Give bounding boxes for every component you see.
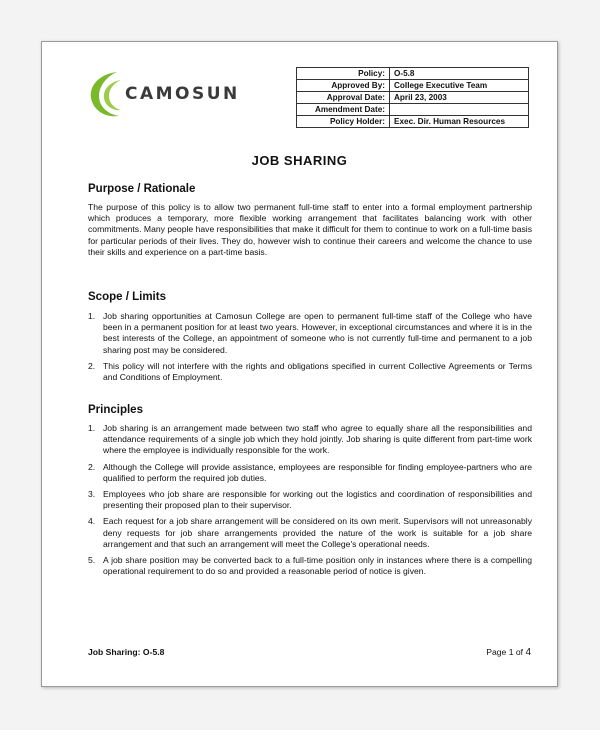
amendment-date-row: [297, 104, 529, 116]
principle-item-number: 2.: [88, 461, 96, 472]
approval-date-label: Approval Date:: [297, 92, 390, 104]
principle-item-number: 4.: [88, 516, 96, 527]
logo-wordmark: CAMOSUN: [125, 84, 240, 104]
policy-row: [297, 68, 529, 80]
footer-policy-ref: Job Sharing: O-5.8: [88, 647, 165, 657]
principle-item-number: 3.: [88, 489, 96, 500]
scope-item-text: Job sharing opportunities at Camosun College are open to permanent full-time staff of the College who have been in a permanent position for at least two years. However, in exceptional circumstances and where it is in the best interests of the College, an appointment of someone who is not currently full-time and permanent to a job sharing post may be considered.: [103, 311, 532, 355]
policy-holder-value: Exec. Dir. Human Resources: [390, 116, 529, 128]
footer-page-number: [486, 647, 531, 658]
approved-by-label: Approved By:: [297, 80, 390, 92]
principle-item: [88, 462, 532, 484]
policy-holder-label: Policy Holder:: [297, 116, 390, 128]
principle-item: [88, 516, 532, 550]
principle-item: [88, 489, 532, 511]
policy-holder-row: [297, 116, 529, 128]
document-page: [41, 41, 558, 687]
approved-by-value: College Executive Team: [390, 80, 529, 92]
scope-list: [88, 311, 532, 388]
principle-item-number: 1.: [88, 423, 96, 433]
principles-list: [88, 423, 532, 582]
principle-item-text: Employees who job share are responsible for working out the logistics and coordination of responsibilities and presenting their proposed plan to their supervisor.: [103, 489, 532, 511]
principle-item: [88, 423, 532, 457]
page-total: 4: [525, 647, 531, 658]
principle-item-number: 5.: [88, 555, 96, 566]
scope-heading: Scope / Limits: [88, 291, 166, 303]
camosun-swoosh-icon: [87, 68, 127, 120]
scope-item-number: 2.: [88, 360, 96, 371]
approved-by-row: [297, 80, 529, 92]
policy-value: O-5.8: [390, 68, 529, 80]
policy-info-table: [296, 67, 529, 128]
principle-item: [88, 555, 532, 577]
scope-item-text: This policy will not interfere with the rights and obligations specified in current Collective Agreements or Terms and Conditions of Employment.: [103, 360, 532, 383]
camosun-logo: [87, 68, 257, 120]
purpose-text: The purpose of this policy is to allow two permanent full-time staff to enter into a formal employment partnership which produces a temporary, more flexible working arrangement that facilitates balancing work with other commitments. Many people have responsibilities that make it difficult for them to continue to work on a full-time basis for particular periods of their lives. They do, however wish to continue their careers and welcome the chance to use their skills and experience on a part-time basis.: [88, 202, 532, 257]
principle-item-text: A job share position may be converted back to a full-time position only in instances where there is a compelling operational requirement to do so and provided a reasonable period of notice is given.: [103, 555, 532, 577]
principle-item-text: Job sharing is an arrangement made between two staff who agree to equally share all the responsibilities and attendance requirements of a single job which they hold jointly. Job sharing is quite different from part-time work where the employee is individually responsible for the work.: [103, 423, 532, 456]
principle-item-text: Each request for a job share arrangement will be considered on its own merit. Supervisors will not unreasonably deny requests for job share arrangements provided the nature of the work is suitable for a job share arrangement and that such an arrangement will meet the College's operational needs.: [103, 516, 532, 549]
amendment-date-label: Amendment Date:: [297, 104, 390, 116]
purpose-heading: Purpose / Rationale: [88, 183, 196, 195]
scope-item: [88, 311, 532, 356]
scope-item: [88, 361, 532, 383]
document-title: JOB SHARING: [251, 153, 348, 168]
amendment-date-value: [390, 104, 529, 116]
approval-date-value: April 23, 2003: [390, 92, 529, 104]
policy-label: Policy:: [297, 68, 390, 80]
scope-item-number: 1.: [88, 311, 96, 321]
principles-heading: Principles: [88, 404, 143, 416]
approval-date-row: [297, 92, 529, 104]
page-label: Page 1 of: [486, 647, 524, 657]
principle-item-text: Although the College will provide assistance, employees are responsible for finding employee-partners who are qualified to perform the required job duties.: [103, 461, 532, 483]
